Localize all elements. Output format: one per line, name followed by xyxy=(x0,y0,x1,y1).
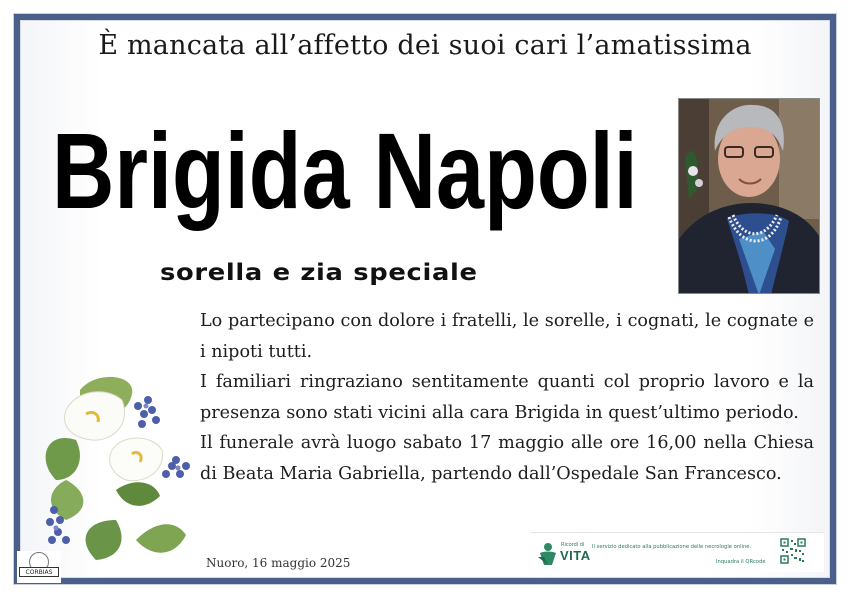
ricordi-di-vita-banner[interactable] xyxy=(530,532,824,572)
paragraph-family: Lo partecipano con dolore i fratelli, le sorelle, i cognati, le cognate e i nipoti tutti. xyxy=(200,311,814,362)
corbias-logo xyxy=(17,551,61,583)
paragraph-thanks: I familiari ringraziano sentitamente quanti col proprio lavoro e la presenza sono stati vicini alla cara Brigida in quest’ultimo periodo. xyxy=(200,372,814,423)
headline: È mancata all’affetto dei suoi cari l’amatissima xyxy=(98,30,752,61)
subtitle: sorella e zia speciale xyxy=(160,260,478,286)
paragraph-funeral: Il funerale avrà luogo sabato 17 maggio alle ore 16,00 nella Chiesa di Beata Maria Gabriella, partendo dall’Ospedale San Francesco. xyxy=(200,433,814,484)
place-date: Nuoro, 16 maggio 2025 xyxy=(206,556,351,570)
service-description: Il servizio dedicato alla pubblicazione delle necrologie online. xyxy=(592,544,752,550)
flower-decoration xyxy=(36,370,206,570)
portrait-illustration xyxy=(679,99,820,294)
notice-body xyxy=(200,306,814,489)
calla-lily-icon xyxy=(36,370,206,570)
qr-code-icon[interactable] xyxy=(780,538,806,564)
portrait-photo xyxy=(678,98,820,294)
corbias-label: CORBIAS xyxy=(19,567,59,577)
vita-small-text: Ricordi di xyxy=(561,542,585,548)
deceased-name: Brigida Napoli xyxy=(52,110,638,231)
qr-caption: Inquadra il QRcode xyxy=(716,559,766,565)
vita-wordmark: VITA xyxy=(560,548,591,563)
